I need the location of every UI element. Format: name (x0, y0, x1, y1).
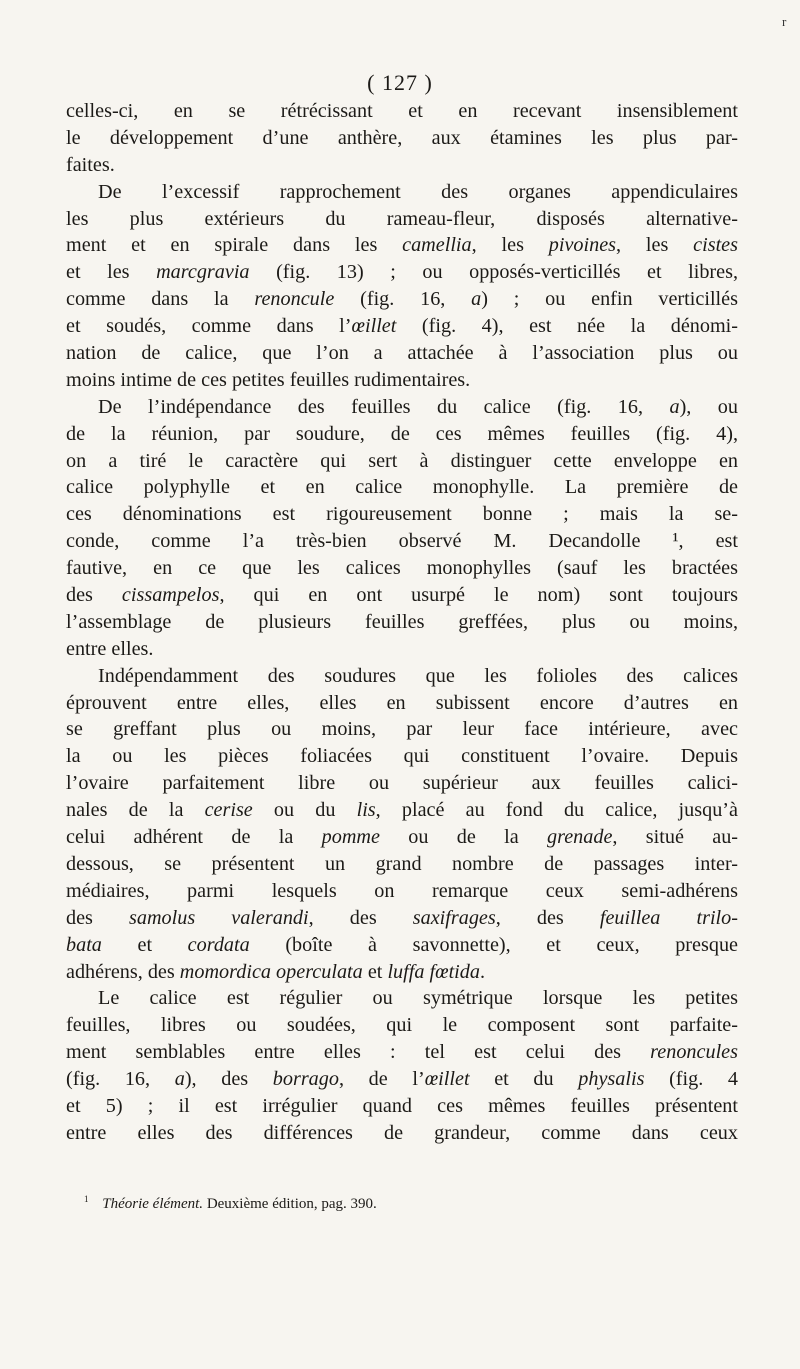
text-run: et 5) ; il est irrégulier quand ces mêmes feuilles présentent (66, 1094, 738, 1117)
text-run: nation de calice, que l’on a attachée à l’association plus ou (66, 342, 738, 365)
text-line (66, 851, 738, 878)
italic-term: physalis (578, 1068, 645, 1091)
italic-term: cordata (187, 933, 250, 956)
text-line (66, 206, 738, 233)
text-run: on a tiré le caractère qui sert à distinguer cette enveloppe en (66, 449, 738, 472)
text-line (66, 448, 738, 475)
text-run: ces dénominations est rigoureusement bonne ; mais la se- (66, 503, 738, 526)
text-run: , de l’ (338, 1068, 425, 1091)
text-run: éprouvent entre elles, elles en subissent encore d’autres en (66, 691, 738, 714)
text-run: ), ou (679, 395, 738, 418)
text-run: ) ; ou enfin verticillés (481, 288, 738, 311)
italic-term: a (174, 1068, 185, 1091)
text-line (66, 394, 738, 421)
text-line (66, 340, 738, 367)
text-line (66, 743, 738, 770)
text-run: De l’excessif rapprochement des organes appendiculaires (98, 180, 738, 203)
text-run: et du (469, 1068, 579, 1091)
text-line (66, 636, 738, 663)
italic-term: renoncules (650, 1041, 738, 1064)
text-run: (fig. 13) ; ou opposés-verticillés et libres, (249, 261, 739, 284)
text-line (66, 770, 738, 797)
text-run: , des (308, 906, 413, 929)
italic-term: samolus valerandi (129, 906, 309, 929)
italic-term: a (669, 395, 680, 418)
text-run: moins intime de ces petites feuilles rudimentaires. (66, 368, 471, 391)
text-run: la ou les pièces foliacées qui constituent l’ovaire. Depuis (66, 745, 738, 768)
text-run: , les (471, 234, 549, 257)
text-run: les plus extérieurs du rameau-fleur, disposés alternative- (66, 207, 738, 230)
italic-term: camellia (402, 234, 472, 257)
text-run: ment et en spirale dans les (66, 234, 403, 257)
italic-term: bata (66, 933, 102, 956)
text-line (66, 125, 738, 152)
italic-term: cissampelos (121, 584, 220, 607)
page-number: ( 127 ) (367, 70, 433, 95)
text-line (66, 179, 738, 206)
text-run: celles-ci, en se rétrécissant et en recevant insensiblement (66, 100, 738, 122)
text-line (66, 313, 738, 340)
text-run: entre elles des différences de grandeur, comme dans ceux (66, 1121, 738, 1144)
text-run: faites. (66, 153, 115, 176)
text-line (66, 474, 738, 501)
footnote (84, 1194, 377, 1213)
text-run: et soudés, comme dans l’ (66, 315, 352, 338)
text-line (66, 1066, 738, 1093)
italic-term: marcgravia (156, 261, 250, 284)
text-line (66, 98, 738, 125)
text-run: De l’indépendance des feuilles du calice (fig. 16, (98, 395, 670, 418)
text-line (66, 421, 738, 448)
text-line (66, 690, 738, 717)
italic-term: feuillea trilo- (599, 906, 738, 929)
text-line (66, 152, 738, 179)
text-run: l’ovaire parfaitement libre ou supérieur aux feuilles calici- (66, 772, 738, 795)
text-run: adhérens, des (66, 960, 180, 983)
text-run: , qui en ont usurpé le nom) sont toujours (219, 584, 738, 607)
italic-term: borrago (272, 1068, 339, 1091)
text-run: (boîte à savonnette), et ceux, presque (249, 933, 738, 956)
text-run: fautive, en ce que les calices monophylles (sauf les bractées (66, 557, 738, 580)
text-line (66, 905, 738, 932)
text-line (66, 1093, 738, 1120)
text-run: ou de la (379, 826, 548, 849)
text-line (66, 1012, 738, 1039)
text-line (66, 716, 738, 743)
text-run: des (66, 584, 122, 607)
italic-term: luffa fœtida (387, 960, 480, 983)
text-run: (fig. 16, (66, 1068, 175, 1091)
text-run: , situé au- (612, 826, 739, 849)
text-line (66, 582, 738, 609)
text-run: , placé au fond du calice, jusqu’à (375, 799, 738, 822)
text-line (66, 985, 738, 1012)
text-line (66, 501, 738, 528)
text-run: ou du (252, 799, 357, 822)
text-run: celui adhérent de la (66, 826, 322, 849)
italic-term: cerise (204, 799, 253, 822)
italic-term: a (471, 288, 482, 311)
italic-term: momordica operculata (179, 960, 363, 983)
text-run: , des (495, 906, 600, 929)
italic-term: grenade (547, 826, 613, 849)
text-line (66, 959, 738, 986)
text-line (66, 932, 738, 959)
italic-term: cistes (693, 234, 738, 257)
text-run: ment semblables entre elles : tel est celui des (66, 1041, 651, 1064)
text-line (66, 286, 738, 313)
text-run: et (101, 933, 188, 956)
body-text (66, 98, 738, 1147)
text-run: nales de la (66, 799, 205, 822)
text-run: de la réunion, par soudure, de ces mêmes feuilles (fig. 4), (66, 422, 738, 445)
footnote-marker: 1 (84, 1194, 89, 1204)
text-line (66, 528, 738, 555)
text-run: Indépendamment des soudures que les folioles des calices (98, 664, 738, 687)
page-mark: r (782, 14, 787, 29)
text-run: , les (616, 234, 694, 257)
italic-term: lis (356, 799, 376, 822)
text-line (66, 367, 738, 394)
text-run: . (479, 960, 486, 983)
italic-term: renoncule (254, 288, 335, 311)
text-run: (fig. 16, (334, 288, 472, 311)
text-run: (fig. 4), est née la dénomi- (396, 315, 739, 338)
text-run: entre elles. (66, 637, 154, 660)
text-run: dessous, se présentent un grand nombre de passages inter- (66, 852, 738, 875)
italic-term: pivoines (548, 234, 617, 257)
text-run: (fig. 4 (644, 1068, 738, 1091)
text-run: comme dans la (66, 288, 255, 311)
text-run: conde, comme l’a très-bien observé M. Decandolle ¹, est (66, 530, 738, 553)
text-line (66, 797, 738, 824)
text-line (66, 1120, 738, 1147)
text-run: Le calice est régulier ou symétrique lorsque les petites (98, 987, 738, 1010)
text-run: médiaires, parmi lesquels on remarque ceux semi-adhérens (66, 879, 738, 902)
text-line (66, 878, 738, 905)
italic-term: saxifrages (412, 906, 496, 929)
text-run: se greffant plus ou moins, par leur face intérieure, avec (66, 718, 738, 741)
text-run: des (66, 906, 129, 929)
text-run: Deuxième édition, pag. 390. (203, 1196, 377, 1212)
text-line (66, 555, 738, 582)
text-line (66, 824, 738, 851)
text-line (66, 259, 738, 286)
text-run: l’assemblage de plusieurs feuilles greffées, plus ou moins, (66, 610, 738, 633)
text-run: et (362, 960, 388, 983)
text-line (66, 663, 738, 690)
text-run: ), des (184, 1068, 273, 1091)
italic-term: pomme (321, 826, 380, 849)
text-run: le développement d’une anthère, aux étamines les plus par- (66, 126, 738, 149)
text-line (66, 1039, 738, 1066)
text-run: feuilles, libres ou soudées, qui le composent sont parfaite- (66, 1014, 738, 1037)
italic-term: Théorie élément. (102, 1196, 204, 1212)
text-line (66, 232, 738, 259)
text-run: calice polyphylle et en calice monophylle. La première de (66, 476, 738, 499)
text-run: et les (66, 261, 157, 284)
italic-term: œillet (351, 315, 397, 338)
italic-term: œillet (424, 1068, 470, 1091)
text-line (66, 609, 738, 636)
